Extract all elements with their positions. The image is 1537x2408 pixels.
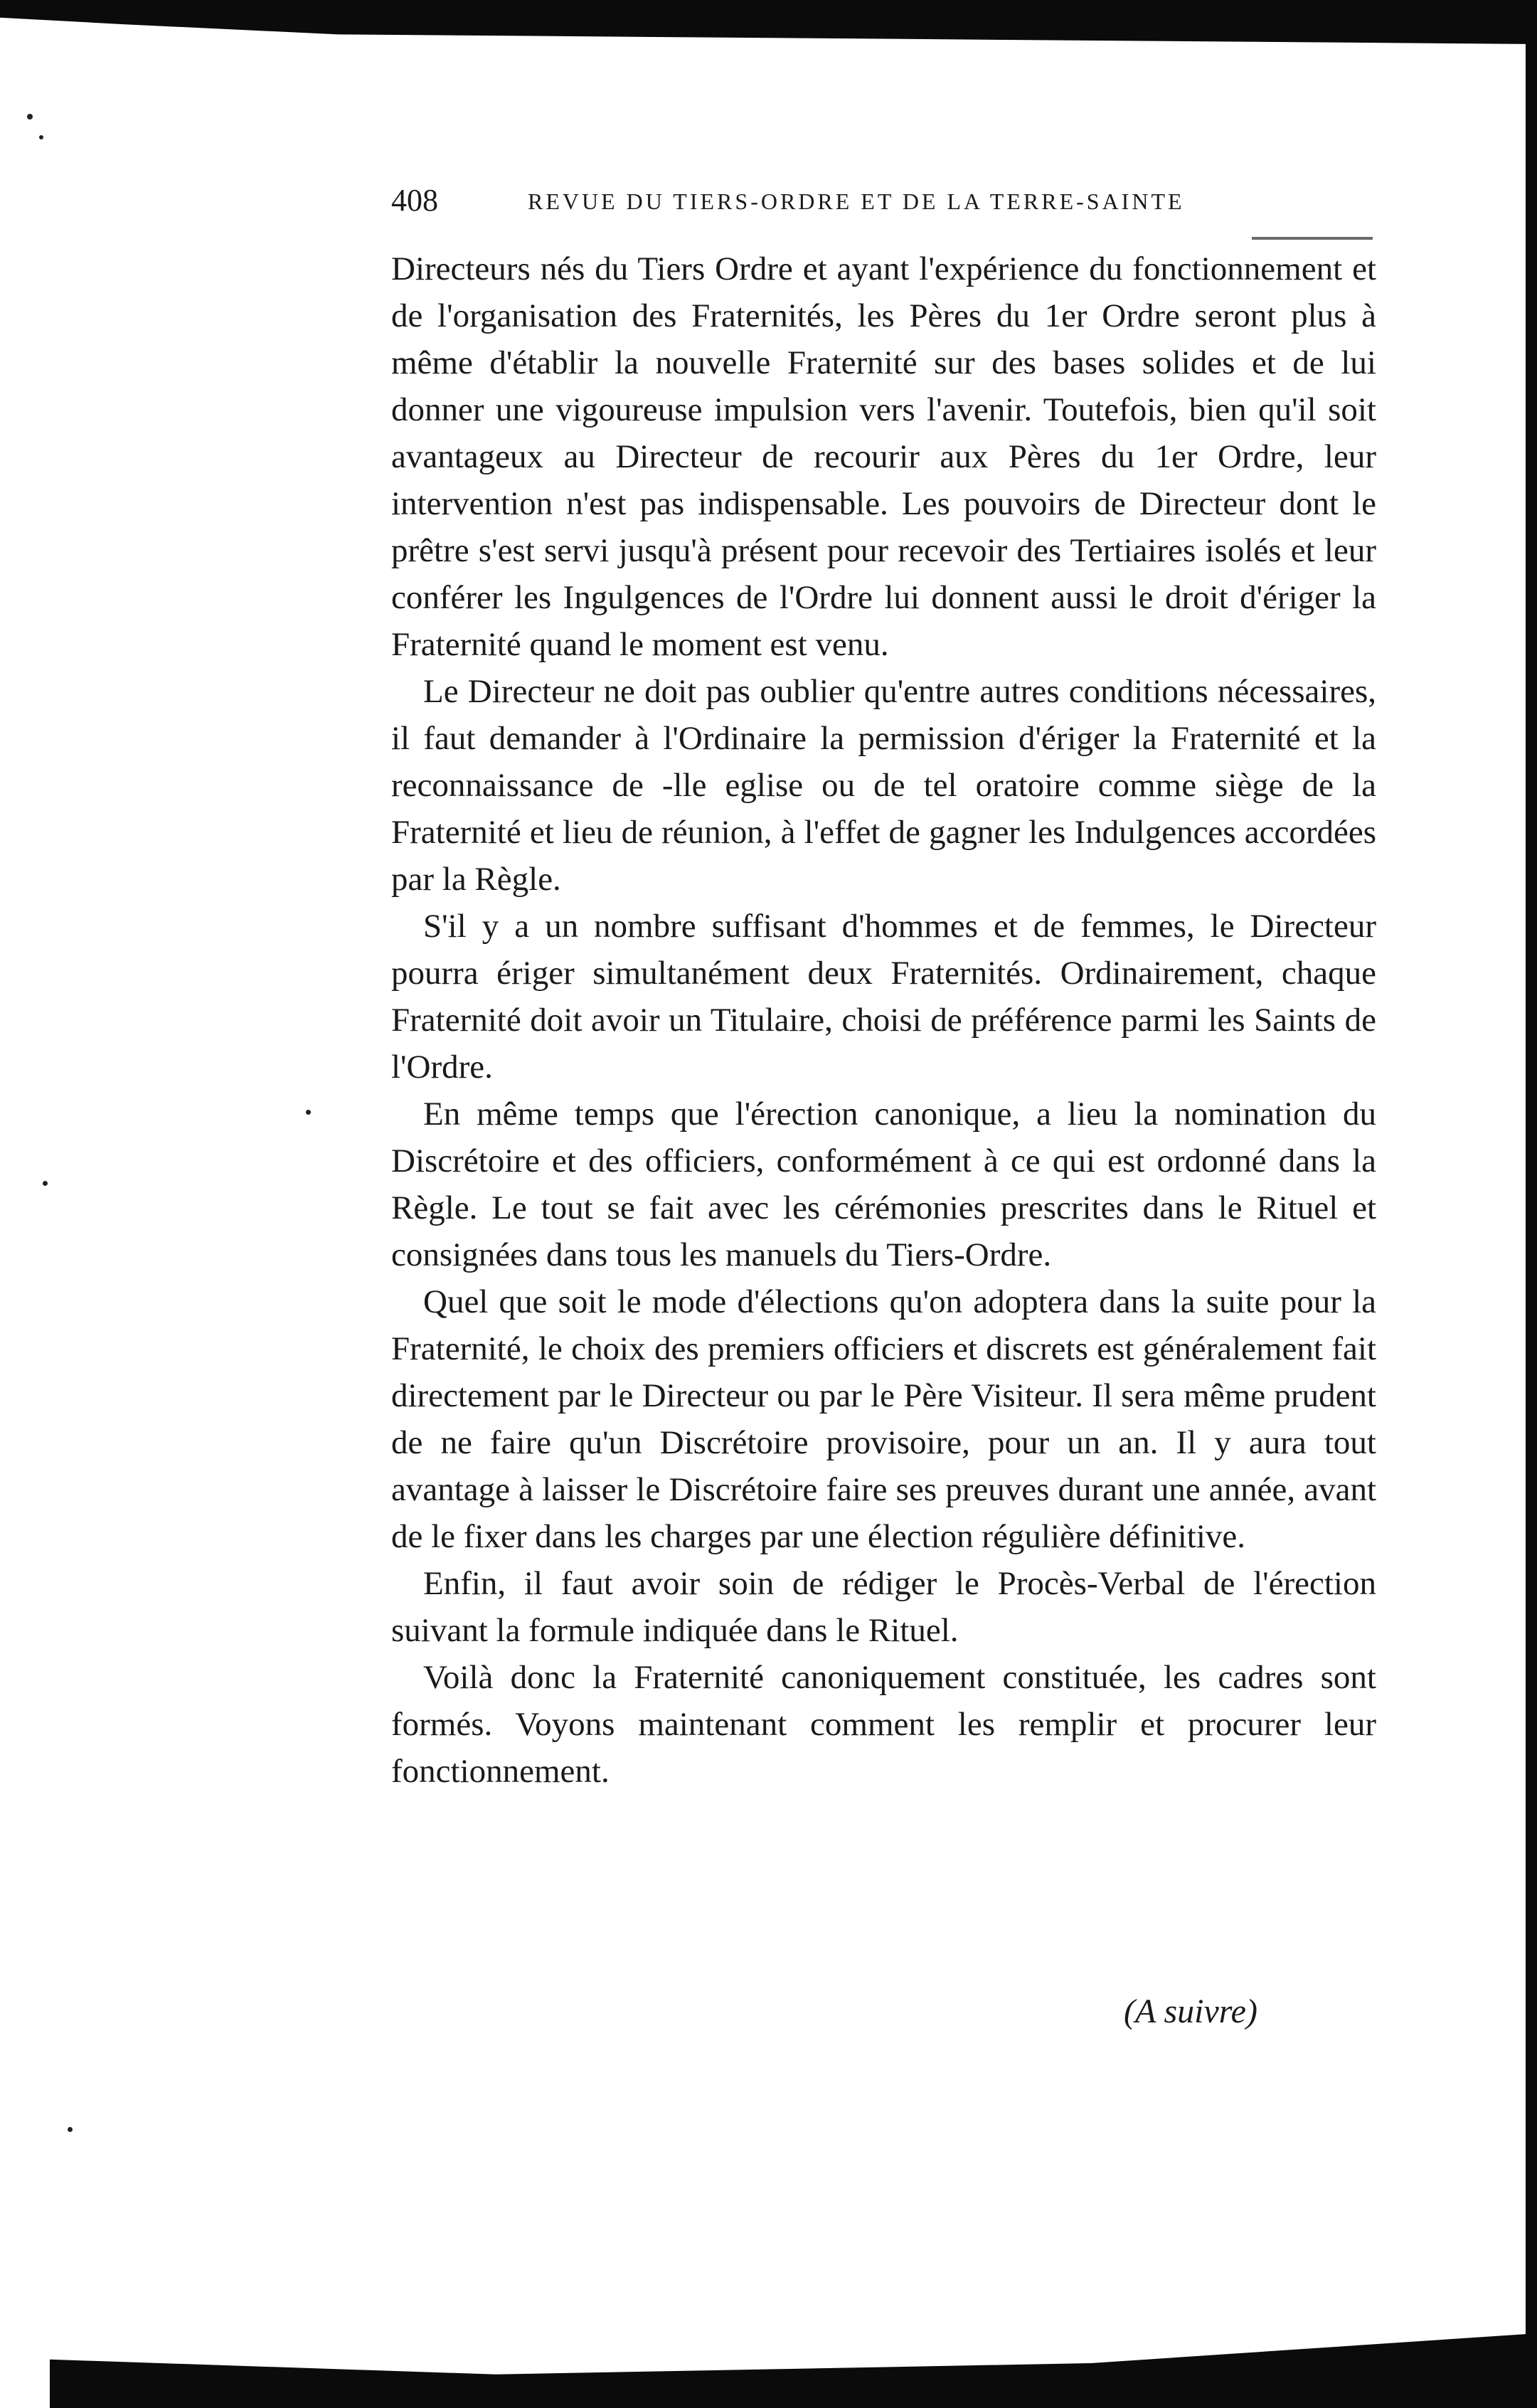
scan-speck <box>68 2127 73 2132</box>
scan-speck <box>39 135 43 139</box>
page-number: 408 <box>391 183 438 218</box>
scan-border-right <box>1526 0 1537 2408</box>
scan-border-top <box>0 0 1537 44</box>
paragraph: Directeurs nés du Tiers Ordre et ayant l'expérience du fonctionnement et de l'organisation des Fraternités, les Pères du 1er Ordre seront plus à même d'établir la nouvelle Fraternité sur des bases solides et de lui donner une vigoureuse impulsion vers l'avenir. Toutefois, bien qu'il soit avantageux au Directeur de recourir aux Pères du 1er Ordre, leur intervention n'est pas indispensable. Les pouvoirs de Directeur dont le prêtre s'est servi jusqu'à présent pour recevoir des Tertiaires isolés et leur conférer les Ingulgences de l'Ordre lui donnent aussi le droit d'ériger la Fraternité quand le moment est venu. <box>391 250 1376 663</box>
scan-speck <box>43 1181 48 1186</box>
page-header <box>391 179 1373 222</box>
paragraph: En même temps que l'érection canonique, a lieu la nomination du Discrétoire et des officiers, conformément à ce qui est ordonné dans la Règle. Le tout se fait avec les cérémonies prescrites dans le Rituel et consignées dans tous les manuels du Tiers-Ordre. <box>391 1096 1376 1273</box>
paragraph: Quel que soit le mode d'élections qu'on adoptera dans la suite pour la Fraternité, le choix des premiers officiers et discrets est généralement fait directement par le Directeur ou par le Père Visiteur. Il sera même prudent de ne faire qu'un Discrétoire provisoire, pour un an. Il y aura tout avantage à laisser le Discrétoire faire ses preuves durant une année, avant de le fixer dans les charges par une élection régulière définitive. <box>391 1283 1376 1555</box>
scan-border-bottom <box>50 2333 1537 2408</box>
article-body <box>391 245 1376 1795</box>
continued-note: (A suivre) <box>1124 1993 1257 2030</box>
paragraph: S'il y a un nombre suffisant d'hommes et de femmes, le Directeur pourra ériger simultanément deux Fraternités. Ordinairement, chaque Fraternité doit avoir un Titulaire, choisi de préférence parmi les Saints de l'Ordre. <box>391 908 1376 1086</box>
scan-speck <box>306 1110 311 1115</box>
paragraph: Voilà donc la Fraternité canoniquement constituée, les cadres sont formés. Voyons maintenant comment les remplir et procurer leur fonctionnement. <box>391 1659 1376 1790</box>
paragraph: Enfin, il faut avoir soin de rédiger le Procès-Verbal de l'érection suivant la formule indiquée dans le Rituel. <box>391 1565 1376 1649</box>
scan-speck <box>27 114 33 120</box>
header-rule <box>1252 237 1373 240</box>
running-title: REVUE DU TIERS-ORDRE ET DE LA TERRE-SAINTE <box>528 189 1185 214</box>
paragraph: Le Directeur ne doit pas oublier qu'entre autres conditions nécessaires, il faut demander à l'Ordinaire la permission d'ériger la Fraternité et la reconnaissance de -lle eglise ou de tel oratoire comme siège de la Fraternité et lieu de réunion, à l'effet de gagner les Indulgences accordées par la Règle. <box>391 673 1376 898</box>
